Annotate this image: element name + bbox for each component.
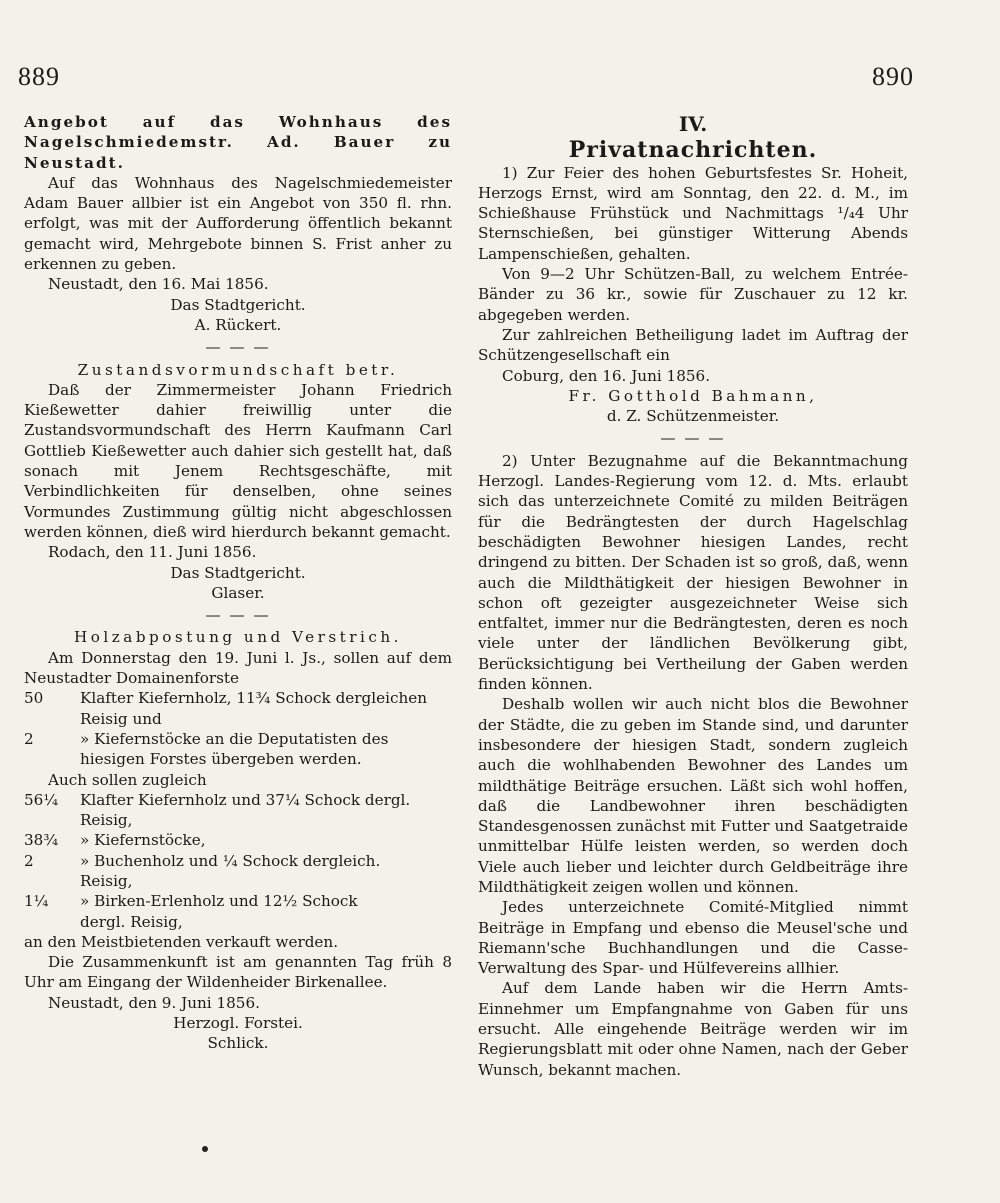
item-description: Klafter Kiefernholz, 11¾ Schock dergleichen [80,689,428,708]
ad-paragraph: 1) Zur Feier des hohen Geburtsfestes Sr. Hoheit, Herzogs Ernst, wird am Sonntag, den 22. d. M., im Schießhause Frühstück und Nachmittags ¹/₄4 Uhr Sternschießen, bei günstiger Witterung Abends Lampenschießen, gehalten. [478,163,908,263]
item-quantity: 2 [24,851,34,870]
ad-paragraph: Auf dem Lande haben wir die Herrn Amts-Einnehmer um Empfangnahme von Gaben für uns ersucht. Alle eingehende Beiträge werden wir im Regierungsblatt mit oder ohne Namen, nach der Geber Wunsch, bekannt machen. [478,979,908,1079]
list-item [24,729,452,749]
notice-authority: Das Stadtgericht. [170,295,306,314]
item-continuation: Reisig, [80,871,133,890]
ad-paragraph: Zur zahlreichen Betheiligung ladet im Auftrag der Schützengesellschaft ein [478,325,908,365]
notice-signer: Schlick. [207,1034,269,1053]
list-item-continuation [24,912,452,932]
list-item-continuation [24,709,452,729]
item-description: » Birken-Erlenholz und 12½ Schock [80,892,358,911]
item-description: Klafter Kiefernholz und 37¼ Schock dergl. [80,790,411,809]
ad-paragraph: Jedes unterzeichnete Comité-Mitglied nimmt Beiträge in Empfang und ebenso die Meusel'sche und Riemann'sche Buchhandlungen und die Casse-Verwaltung des Spar- und Hülfevereins allhier. [478,898,908,978]
notice-authority: Das Stadtgericht. [170,563,306,582]
ad-signer: Fr. Gotthold Bahmann, [568,386,818,405]
item-quantity: 38¾ [24,831,59,850]
list-item [24,688,452,708]
item-quantity: 2 [24,729,34,748]
ad-paragraph: Von 9—2 Uhr Schützen-Ball, zu welchem Entrée-Bänder zu 36 kr., sowie für Zuschauer zu 12 kr. abgegeben werden. [478,265,908,324]
item-description: » Kiefernstöcke an die Deputatisten des [80,729,389,748]
notice-heading: Holzabpostung und Verstrich. [74,628,402,647]
separator: — — — [205,606,271,625]
right-column [478,112,908,1080]
list-item-continuation [24,749,452,769]
item-continuation: Reisig und [80,709,162,728]
section-title: Privatnachrichten. [568,137,818,164]
notice-body: Auf das Wohnhaus des Nagelschmiedemeister Adam Bauer allbier ist ein Angebot von 350 fl. rhn. erfolgt, was mit der Aufforderung öffentlich bekannt gemacht wird, Mehrgebote binnen S. Frist anher zu erkennen zu geben. [24,173,452,274]
ad-signer-title: d. Z. Schützenmeister. [606,407,780,426]
list-item [24,790,452,810]
item-continuation: Reisig, [80,811,133,830]
notice-also: Auch sollen zugleich [48,770,207,789]
section-number: IV. [678,112,708,136]
item-continuation: hiesigen Forstes übergeben werden. [80,750,362,769]
notice-body: Daß der Zimmermeister Johann Friedrich Kießewetter dahier freiwillig unter die Zustandsvormundschaft des Herrn Kaufmann Carl Gottlieb Kießewetter auch dahier sich gestellt hat, daß sonach mit Jenem Rechtsgeschäfte, mit Verbindlichkeiten für denselben, ohne seines Vormundes Zustimmung gültig nicht abgeschlossen werden können, dieß wird hierdurch bekannt gemacht. [24,380,452,541]
separator: — — — [205,338,271,357]
notice-signer: Glaser. [211,583,265,602]
page-number-right: 890 [872,62,914,91]
item-quantity: 56¼ [24,790,59,809]
notice-place-date: Neustadt, den 16. Mai 1856. [48,275,269,294]
separator: — — — [660,429,726,448]
item-quantity: 1¼ [24,892,49,911]
notice-intro: Am Donnerstag den 19. Juni l. Js., sollen auf dem Neustadter Domainenforste [24,648,452,688]
list-item [24,830,452,850]
notice-place-date: Rodach, den 11. Juni 1856. [48,543,257,562]
item-description: » Kiefernstöcke, [80,831,206,850]
list-item [24,891,452,911]
notice-authority: Herzogl. Forstei. [173,1014,303,1033]
item-description: » Buchenholz und ¼ Schock dergleich. [80,851,381,870]
ad-place-date: Coburg, den 16. Juni 1856. [502,366,711,385]
notice-place-date: Neustadt, den 9. Juni 1856. [48,993,260,1012]
list-item-continuation [24,810,452,830]
notice-meeting: Die Zusammenkunft ist am genannten Tag früh 8 Uhr am Eingang der Wildenheider Birkenallee. [24,953,452,992]
item-list-b [24,790,452,932]
left-column [24,112,452,1054]
page-number-left: 889 [18,62,60,91]
item-continuation: dergl. Reisig, [80,912,183,931]
item-quantity: 50 [24,689,44,708]
ink-dot [202,1146,208,1152]
item-list-a [24,688,452,769]
notice-heading: Zustandsvormundschaft betr. [77,360,399,379]
ad-paragraph: 2) Unter Bezugnahme auf die Bekanntmachung Herzogl. Landes-Regierung vom 12. d. Mts. erlaubt sich das unterzeichnete Comité zu milden Beiträgen für die Bedrängtesten der durch Hagelschlag beschädigten Bewohner hiesigen Landes, recht dringend zu bitten. Der Schaden ist so groß, daß, wenn auch die Mildthätigkeit der hiesigen Bewohner in schon oft gezeigter ausgezeichneter Weise sich entfaltet, immer nur die Bedrängtesten, deren es noch viele unter der ländlichen Bevölkerung gibt, Berücksichtigung bei Vertheilung der Gaben werden finden können. [478,451,908,694]
notice-heading: Angebot auf das Wohnhaus des Nagelschmiedemstr. Ad. Bauer zu Neustadt. [24,113,452,172]
list-item-continuation [24,871,452,891]
ad-paragraph: Deshalb wollen wir auch nicht blos die Bewohner der Städte, die zu geben im Stande sind, und darunter insbesondere der hiesigen Stadt, sondern zugleich auch die wohlhabenden Bewohner des Landes um mildthätige Beiträge ersuchen. Läßt sich wohl hoffen, daß die Landbewohner ihren beschädigten Standesgenossen zunächst mit Futter und Saatgetraide unmittelbar Hülfe leisten werden, so werden doch Viele auch lieber und leichter durch Geldbeiträge ihre Mildthätigkeit zeigen wollen und können. [478,695,908,896]
list-item [24,851,452,871]
notice-signer: A. Rückert. [194,315,282,334]
notice-sale: an den Meistbietenden verkauft werden. [24,932,339,951]
